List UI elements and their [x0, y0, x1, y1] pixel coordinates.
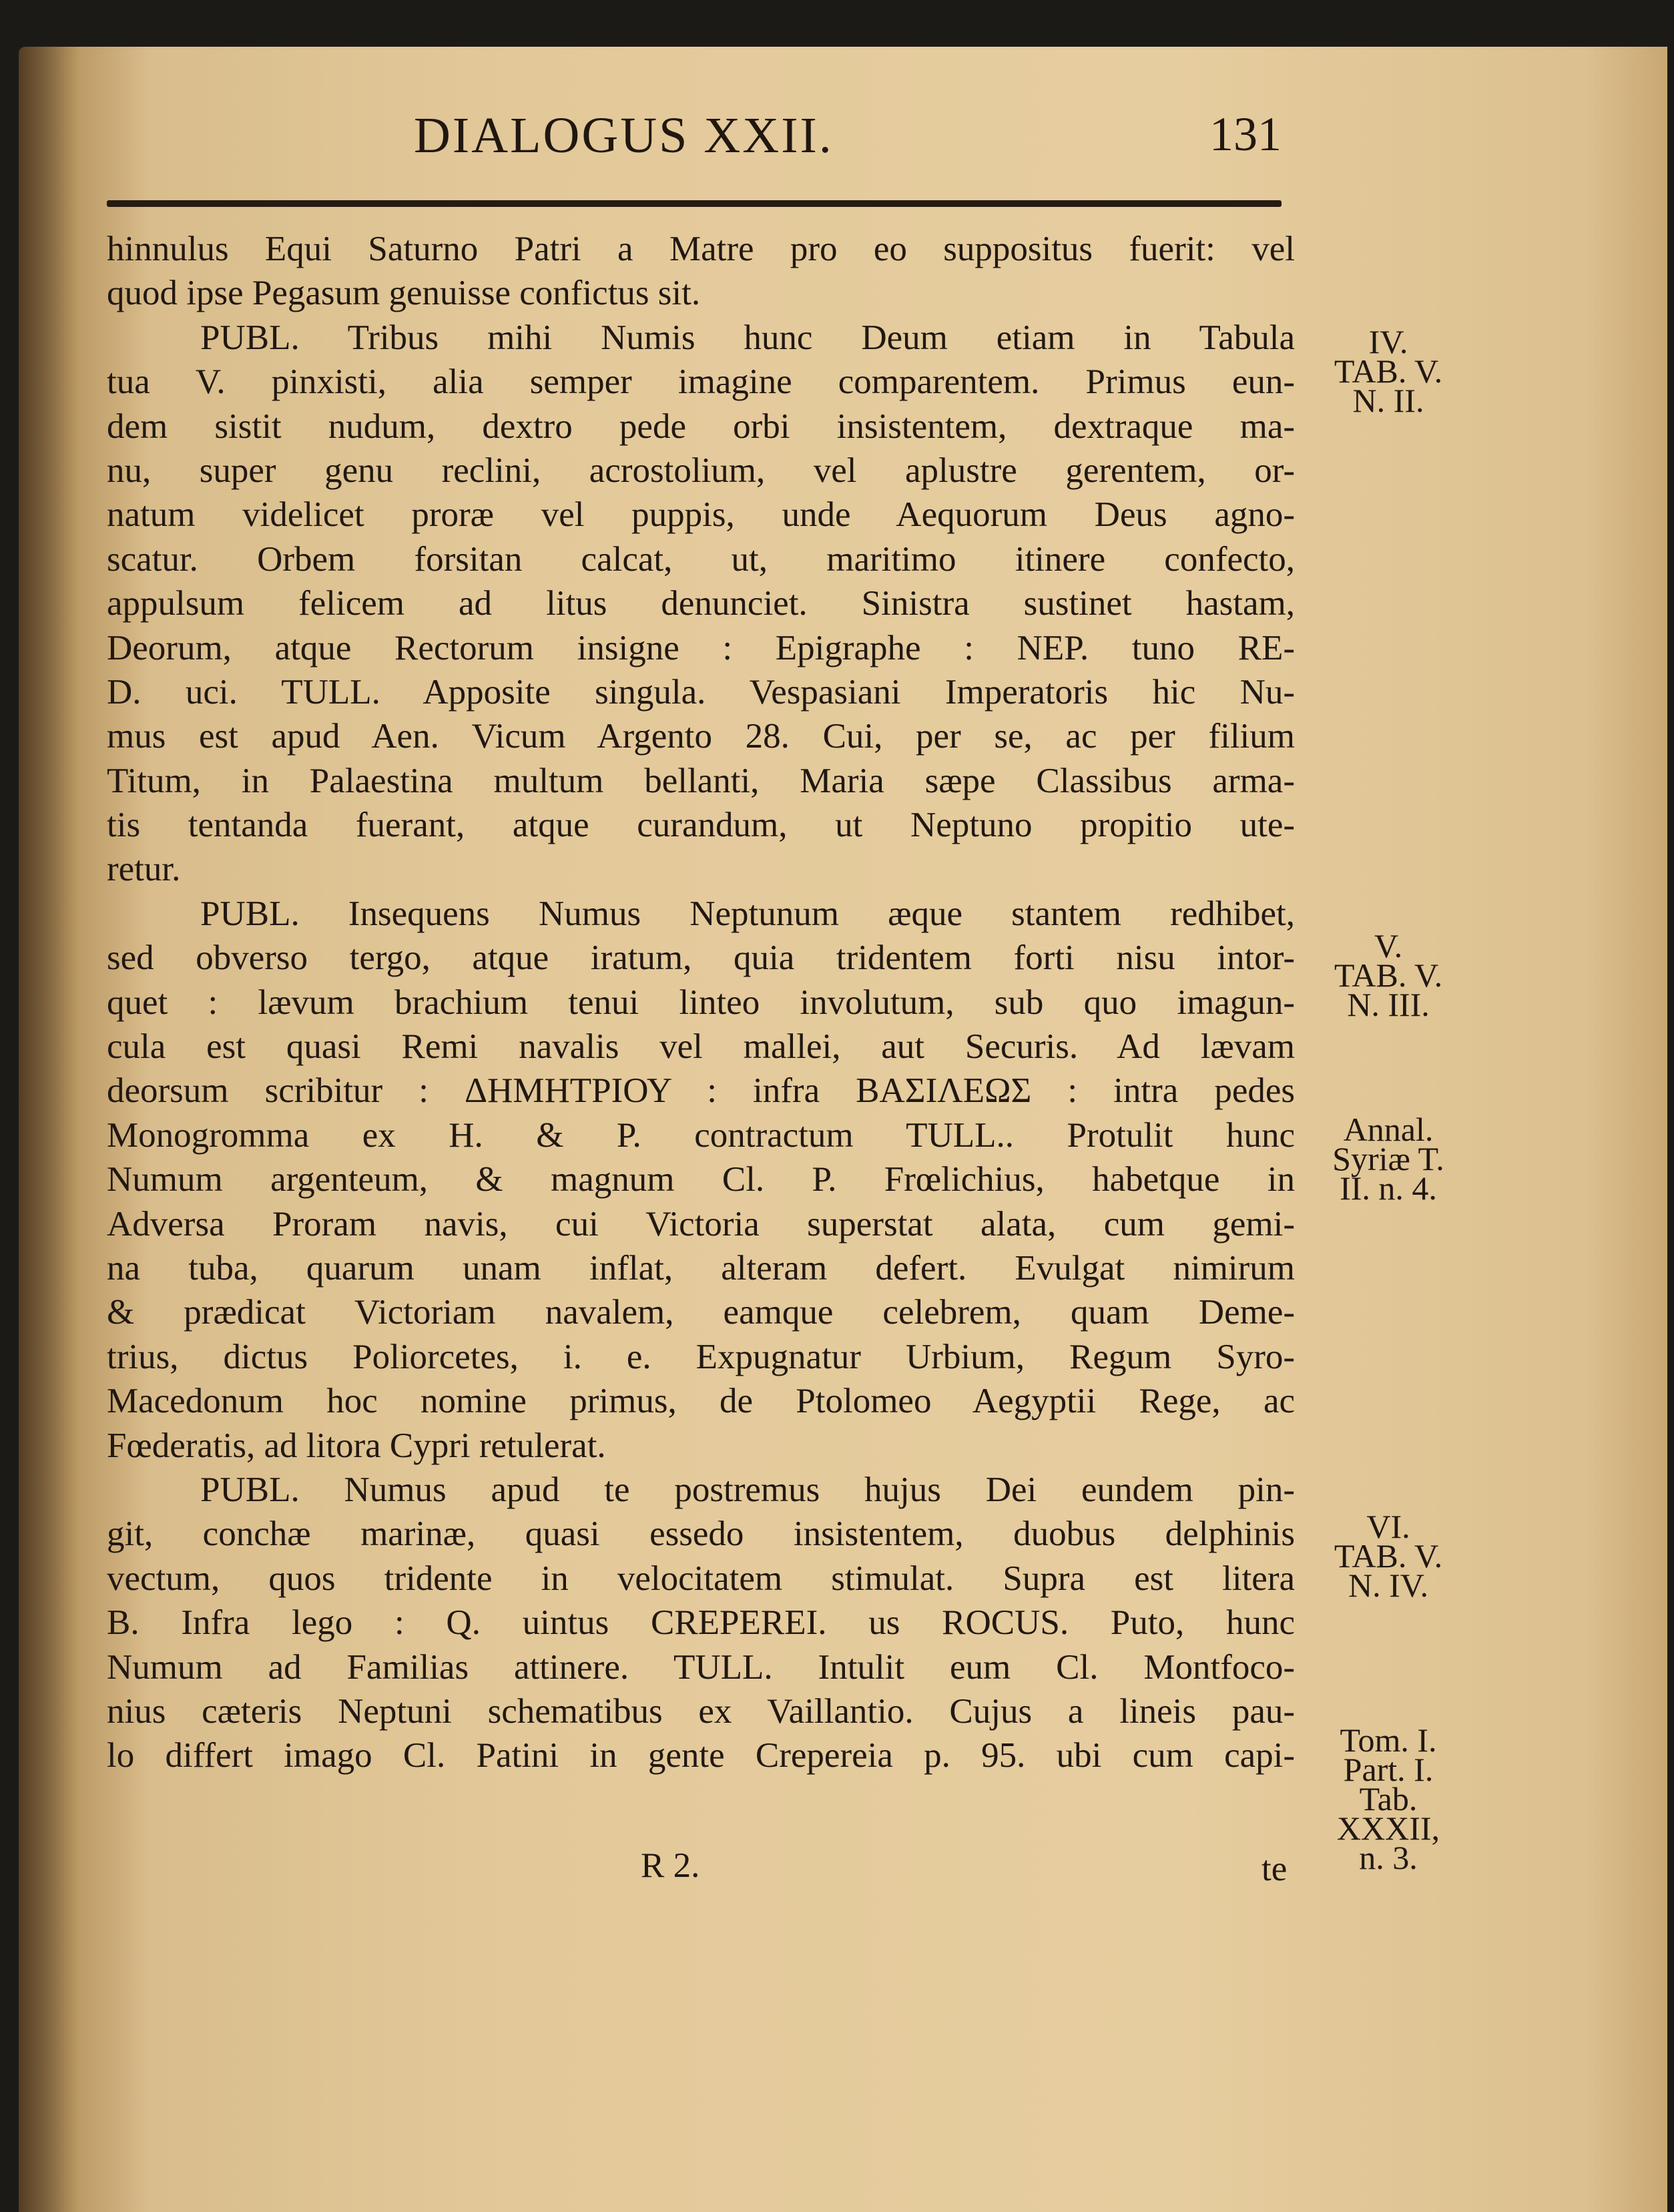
header-rule — [107, 200, 1282, 207]
margin-note-line: Tom. I. — [1340, 1721, 1437, 1759]
gutter-shadow — [19, 47, 79, 2212]
text-line: trius, dictus Poliorcetes, i. e. Expugnatur Urbium, Regum Syro- — [107, 1337, 1295, 1376]
margin-note-line: XXXII, — [1336, 1810, 1440, 1847]
text-line: quet : lævum brachium tenui linteo involutum, sub quo imagun- — [107, 983, 1295, 1022]
text-line: & prædicat Victoriam navalem, eamque celebrem, quam Deme- — [107, 1293, 1295, 1332]
text-line: PUBL. Insequens Numus Neptunum æque stantem redhibet, — [200, 894, 1295, 933]
text-line: lo differt imago Cl. Patini in gente Crepereia p. 95. ubi cum capi- — [107, 1736, 1295, 1775]
text-line: nius cæteris Neptuni schematibus ex Vaillantio. Cujus a lineis pau- — [107, 1691, 1295, 1731]
text-line: Adversa Proram navis, cui Victoria superstat alata, cum gemi- — [107, 1204, 1295, 1243]
text-line: dem sistit nudum, dextro pede orbi insistentem, dextraque ma- — [107, 406, 1295, 446]
text-line: git, conchæ marinæ, quasi essedo insistentem, duobus delphinis — [107, 1514, 1295, 1554]
margin-note-line: Tab. — [1359, 1780, 1418, 1818]
text-line: Monogromma ex H. & P. contractum TULL.. Protulit hunc — [107, 1115, 1295, 1155]
text-line: nu, super genu reclini, acrostolium, vel aplustre gerentem, or- — [107, 451, 1295, 490]
text-line: Fœderatis, ad litora Cypri retulerat. — [107, 1426, 606, 1465]
margin-note-line: N. II. — [1352, 382, 1424, 419]
margin-note-line: TAB. V. — [1334, 1537, 1443, 1575]
text-line: Numum argenteum, & magnum Cl. P. Frœlichius, habetque in — [107, 1160, 1295, 1199]
margin-note-line: Part. I. — [1343, 1751, 1434, 1788]
margin-note — [1302, 927, 1475, 1023]
text-line: D. uci. TULL. Apposite singula. Vespasiani Imperatoris hic Nu- — [107, 672, 1295, 712]
text-line: PUBL. Numus apud te postremus hujus Dei eundem pin- — [200, 1470, 1295, 1509]
margin-note-line: Annal. — [1343, 1111, 1434, 1148]
text-line: retur. — [107, 850, 181, 889]
text-line: sed obverso tergo, atque iratum, quia tridentem forti nisu intor- — [107, 938, 1295, 978]
margin-note-line: II. n. 4. — [1340, 1169, 1437, 1207]
text-line: deorsum scribitur : ΔΗΜΗΤΡΙΟΥ : infra ΒΑΣΙΛΕΩΣ : intra pedes — [107, 1071, 1295, 1111]
text-line: vectum, quos tridente in velocitatem stimulat. Supra est litera — [107, 1559, 1295, 1598]
running-head — [400, 107, 1295, 187]
margin-note-line: Syriæ T. — [1332, 1140, 1444, 1177]
text-line: quod ipse Pegasum genuisse confictus sit. — [107, 274, 701, 313]
margin-note — [1302, 1111, 1475, 1207]
signature-mark: R 2. — [641, 1846, 700, 1885]
text-line: tis tentanda fuerant, atque curandum, ut Neptuno propitio ute- — [107, 806, 1295, 845]
page-title: DIALOGUS XXII. — [414, 107, 834, 164]
text-line: tua V. pinxisti, alia semper imagine comparentem. Primus eun- — [107, 362, 1295, 402]
text-line: mus est apud Aen. Vicum Argento 28. Cui, per se, ac per filium — [107, 717, 1295, 756]
text-line: Macedonum hoc nomine primus, de Ptolomeo Aegyptii Rege, ac — [107, 1382, 1295, 1421]
text-line: Titum, in Palaestina multum bellanti, Maria sæpe Classibus arma- — [107, 761, 1295, 800]
text-line: PUBL. Tribus mihi Numis hunc Deum etiam in Tabula — [200, 318, 1295, 357]
text-line: Deorum, atque Rectorum insigne : Epigraphe : NEP. tuno RE- — [107, 628, 1295, 667]
margin-note-line: TAB. V. — [1334, 956, 1443, 994]
margin-note — [1302, 1508, 1475, 1604]
margin-note-line: IV. — [1368, 323, 1408, 360]
margin-note — [1302, 1721, 1475, 1876]
text-line: na tuba, quarum unam inflat, alteram defert. Evulgat nimirum — [107, 1248, 1295, 1288]
margin-note-line: N. III. — [1347, 986, 1430, 1023]
body-text — [107, 227, 1295, 1778]
margin-note-line: TAB. V. — [1334, 352, 1443, 390]
text-line: natum videlicet proræ vel puppis, unde Aequorum Deus agno- — [107, 495, 1295, 535]
text-line: scatur. Orbem forsitan calcat, ut, maritimo itinere confecto, — [107, 539, 1295, 579]
text-line: appulsum felicem ad litus denunciet. Sinistra sustinet hastam, — [107, 584, 1295, 623]
margin-note-line: N. IV. — [1348, 1567, 1428, 1604]
page-number: 131 — [1209, 107, 1282, 161]
text-line: hinnulus Equi Saturno Patri a Matre pro eo suppositus fuerit: vel — [107, 230, 1295, 268]
text-line: cula est quasi Remi navalis vel mallei, aut Securis. Ad lævam — [107, 1027, 1295, 1067]
margin-note-line: VI. — [1366, 1508, 1410, 1545]
catchword: te — [1262, 1850, 1288, 1888]
text-line: B. Infra lego : Q. uintus CREPEREI. us ROCUS. Puto, hunc — [107, 1603, 1295, 1643]
margin-note-line: n. 3. — [1359, 1839, 1418, 1876]
margin-note-line: V. — [1374, 927, 1403, 964]
text-line: Numum ad Familias attinere. TULL. Intulit eum Cl. Montfoco- — [107, 1647, 1295, 1687]
margin-note — [1302, 323, 1475, 419]
